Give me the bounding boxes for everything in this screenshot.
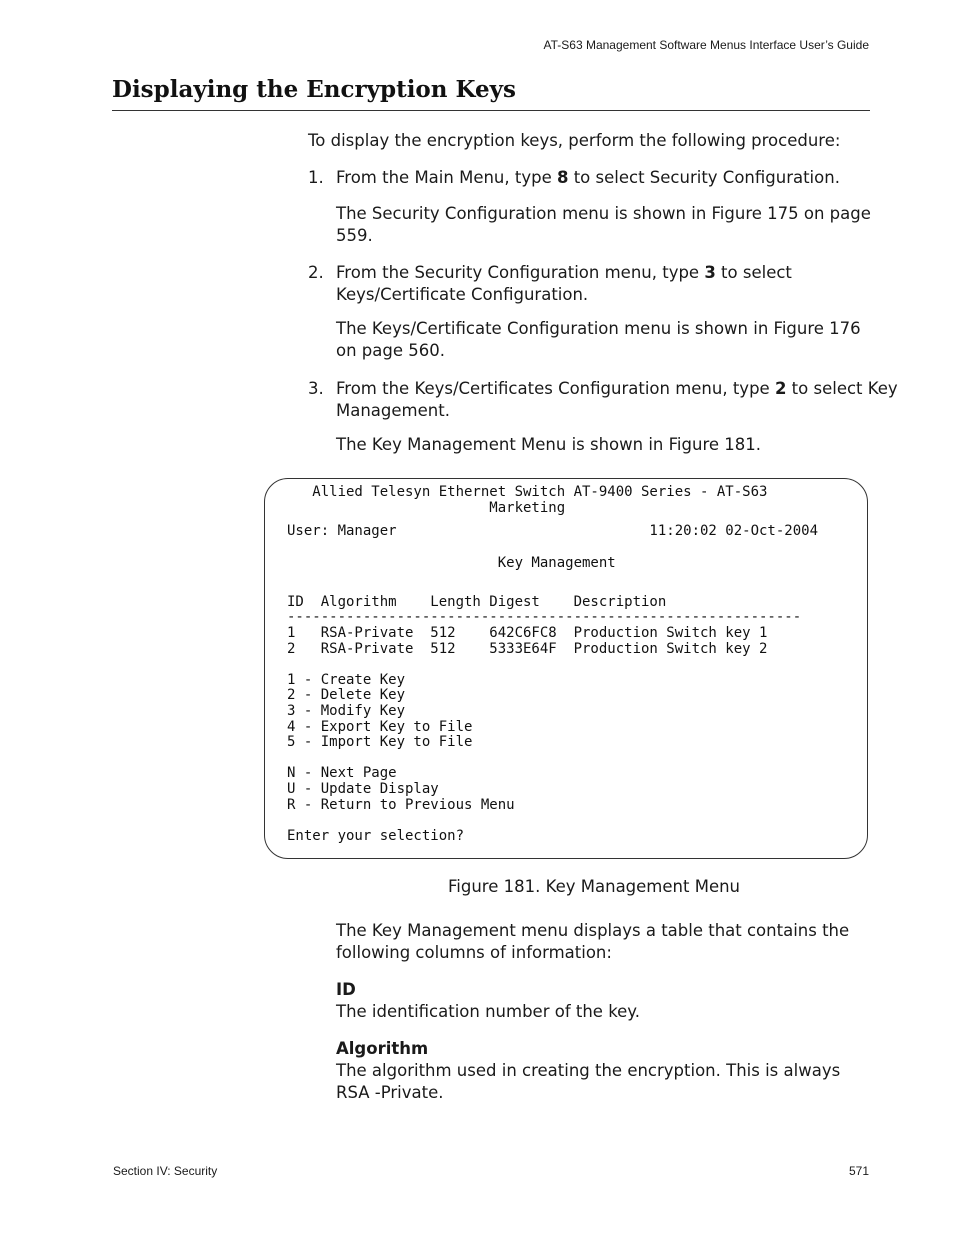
terminal-line: Marketing: [287, 500, 566, 516]
terminal-line: Key Management: [287, 555, 616, 571]
terminal-line: U - Update Display: [287, 781, 439, 797]
page-number: 571: [848, 1164, 869, 1178]
step-key: 3: [704, 263, 716, 282]
terminal-line: 3 - Modify Key: [287, 703, 406, 719]
step-number: 2.: [308, 263, 324, 282]
step-number: 3.: [308, 379, 324, 398]
terminal-line: 4 - Export Key to File: [287, 719, 473, 735]
terminal-line: R - Return to Previous Menu: [287, 797, 515, 813]
terminal-line: User: Manager 11:20:02 02-Oct-2004: [287, 523, 819, 539]
step-text: From the Main Menu, type 8 to select Security Configuration.: [336, 168, 840, 187]
definition-term: ID: [336, 980, 356, 999]
terminal-line: 1 - Create Key: [287, 672, 406, 688]
step-note: The Key Management Menu is shown in Figure 181.: [336, 435, 761, 454]
terminal-line: Enter your selection?: [287, 828, 465, 844]
terminal-line: 1 RSA-Private 512 642C6FC8 Production Switch key 1: [287, 625, 768, 641]
running-header: AT-S63 Management Software Menus Interface User’s Guide: [543, 38, 869, 52]
terminal-line: -------------------------------------------------------------: [287, 609, 802, 625]
terminal-line: 2 - Delete Key: [287, 687, 406, 703]
terminal-line: 2 RSA-Private 512 5333E64F Production Switch key 2: [287, 641, 768, 657]
terminal-line: Allied Telesyn Ethernet Switch AT-9400 Series - AT-S63: [287, 484, 768, 500]
footer-section: Section IV: Security: [113, 1164, 218, 1178]
definition-term: Algorithm: [336, 1039, 429, 1058]
figure-caption: Figure 181. Key Management Menu: [448, 877, 741, 896]
terminal-line: N - Next Page: [287, 765, 397, 781]
definition-description: The identification number of the key.: [336, 1002, 640, 1021]
step-note: The Keys/Certificate Configuration menu is shown in Figure 176 on page 560.: [336, 319, 861, 360]
step-text: From the Keys/Certificates Configuration menu, type 2 to select Key Management.: [336, 379, 898, 420]
step-key: 8: [556, 168, 569, 187]
terminal-line: 5 - Import Key to File: [287, 734, 473, 750]
description-paragraph: The Key Management menu displays a table that contains the following columns of information:: [336, 921, 850, 962]
step-key: 2: [774, 379, 787, 398]
section-title: Displaying the Encryption Keys: [112, 76, 516, 103]
terminal-line: ID Algorithm Length Digest Description: [287, 594, 667, 610]
step-note: The Security Configuration menu is shown in Figure 175 on page 559.: [336, 204, 871, 245]
step-number: 1.: [308, 168, 324, 187]
title-rule: [112, 110, 870, 111]
definition-description: The algorithm used in creating the encryption. This is always RSA -Private.: [336, 1061, 841, 1102]
step-text: From the Security Configuration menu, type 3 to select Keys/Certificate Configuration.: [336, 263, 792, 304]
intro-text: To display the encryption keys, perform the following procedure:: [308, 131, 841, 150]
